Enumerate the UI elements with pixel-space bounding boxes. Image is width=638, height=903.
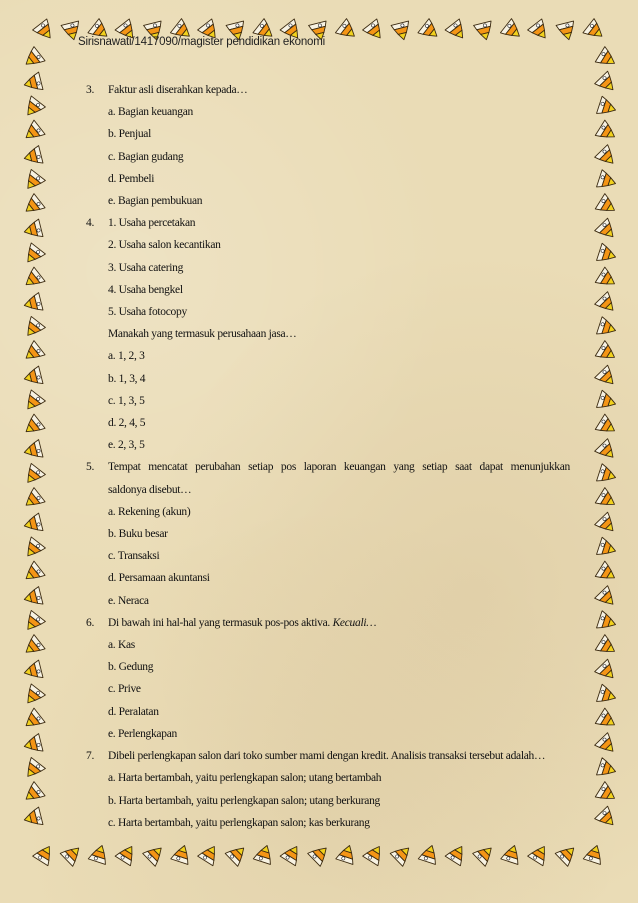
candy-corn-icon bbox=[595, 365, 620, 390]
candy-corn-icon bbox=[21, 267, 45, 292]
candy-corn-icon bbox=[336, 843, 358, 865]
candy-corn-icon bbox=[33, 842, 57, 866]
option-line: 2. Usaha salon kecantikan bbox=[108, 239, 221, 252]
option-line: d. Pembeli bbox=[108, 172, 155, 185]
candy-corn-icon bbox=[21, 488, 45, 513]
option-line: c. Harta bertambah, yaitu perlengkapan salon; kas berkurang bbox=[108, 816, 370, 829]
candy-corn-icon bbox=[595, 488, 619, 512]
candy-corn-icon bbox=[474, 21, 496, 42]
candy-corn-icon bbox=[597, 390, 619, 412]
candy-corn-icon bbox=[597, 317, 619, 339]
option-line: e. 2, 3, 5 bbox=[108, 439, 145, 452]
candy-corn-icon bbox=[21, 96, 46, 120]
candy-corn-icon bbox=[473, 842, 498, 867]
option-line: a. Kas bbox=[108, 639, 135, 652]
candy-corn-icon bbox=[335, 19, 359, 44]
option-line: a. Bagian keuangan bbox=[108, 106, 193, 119]
candy-corn-icon bbox=[583, 19, 607, 44]
candy-corn-icon bbox=[595, 218, 620, 243]
candy-corn-icon bbox=[21, 635, 45, 660]
candy-corn-icon bbox=[391, 21, 413, 42]
candy-corn-icon bbox=[595, 71, 620, 96]
candy-corn-icon bbox=[21, 684, 46, 708]
question-prompt: Manakah yang termasuk perusahaan jasa… bbox=[108, 328, 297, 341]
option-line: 3. Usaha catering bbox=[108, 261, 184, 274]
candy-corn-icon bbox=[583, 843, 605, 865]
option-line: a. Rekening (akun) bbox=[108, 505, 191, 518]
candy-corn-icon bbox=[280, 842, 304, 866]
candy-corn-icon bbox=[143, 842, 168, 867]
question-number: 7. bbox=[86, 750, 95, 763]
candy-corn-icon bbox=[88, 843, 110, 865]
question-text: Faktur asli diserahkan kepada… bbox=[108, 84, 248, 96]
candy-corn-icon bbox=[21, 414, 45, 439]
option-line: e. Perlengkapan bbox=[108, 727, 177, 740]
question-text: Tempat mencatat perubahan setiap pos laporan keuangan yang setiap saat dapat menunjukkan bbox=[108, 461, 570, 474]
candy-corn-icon bbox=[595, 561, 619, 585]
question-text-continued: saldonya disebut… bbox=[108, 483, 192, 496]
question-text: 1. Usaha percetakan bbox=[108, 217, 196, 230]
candy-corn-icon bbox=[60, 842, 85, 867]
option-line: e. Bagian pembukuan bbox=[108, 195, 203, 208]
candy-corn-icon bbox=[22, 440, 43, 462]
candy-corn-icon bbox=[445, 19, 470, 43]
candy-corn-icon bbox=[363, 19, 388, 43]
question-5 bbox=[86, 456, 570, 611]
candy-corn-icon bbox=[22, 219, 43, 241]
candy-corn-icon bbox=[555, 842, 580, 867]
question-6 bbox=[86, 612, 570, 745]
candy-corn-icon bbox=[501, 843, 523, 865]
option-line: b. 1, 3, 4 bbox=[108, 372, 146, 385]
candy-corn-icon bbox=[22, 146, 43, 168]
candy-corn-icon bbox=[595, 806, 620, 831]
question-emphasis: Kecuali… bbox=[332, 616, 377, 629]
question-stem bbox=[86, 79, 570, 101]
candy-corn-icon bbox=[308, 842, 333, 867]
candy-corn-icon bbox=[595, 267, 619, 291]
candy-corn-icon bbox=[595, 659, 620, 684]
question-number: 5. bbox=[86, 461, 95, 474]
option-line: e. Neraca bbox=[108, 594, 149, 607]
candy-corn-icon bbox=[597, 537, 619, 559]
candy-corn-icon bbox=[595, 341, 619, 365]
candy-corn-icon bbox=[21, 561, 45, 586]
candy-corn-icon bbox=[22, 807, 43, 829]
candy-corn-icon bbox=[390, 842, 415, 867]
candy-corn-icon bbox=[22, 734, 43, 756]
candy-corn-icon bbox=[21, 316, 46, 340]
candy-corn-icon bbox=[418, 19, 442, 44]
option-line: b. Harta bertambah, yaitu perlengkapan salon; utang berkurang bbox=[108, 794, 380, 807]
candy-corn-icon bbox=[21, 537, 46, 561]
option-line: b. Penjual bbox=[108, 128, 151, 141]
option-line: d. 2, 4, 5 bbox=[108, 417, 146, 430]
question-stem bbox=[86, 612, 570, 634]
candy-corn-icon bbox=[363, 842, 387, 866]
candy-corn-icon bbox=[22, 72, 43, 94]
candy-corn-icon bbox=[253, 843, 275, 865]
option-line: d. Peralatan bbox=[108, 705, 159, 718]
candy-corn-icon bbox=[21, 708, 45, 733]
question-stem bbox=[86, 212, 570, 234]
option-line: b. Gedung bbox=[108, 661, 154, 674]
candy-corn-icon bbox=[597, 758, 619, 780]
question-stem bbox=[86, 745, 570, 767]
candy-corn-icon bbox=[595, 439, 620, 464]
question-list bbox=[86, 79, 570, 834]
candy-corn-icon bbox=[595, 292, 620, 317]
option-line: c. Prive bbox=[108, 683, 141, 696]
option-line: a. Harta bertambah, yaitu perlengkapan salon; utang bertambah bbox=[108, 772, 382, 785]
candy-corn-icon bbox=[418, 843, 440, 865]
candy-corn-icon bbox=[528, 842, 552, 866]
candy-corn-icon bbox=[21, 47, 45, 72]
option-line: 5. Usaha fotocopy bbox=[108, 306, 187, 319]
candy-corn-icon bbox=[595, 708, 619, 732]
candy-corn-icon bbox=[528, 19, 553, 43]
candy-corn-icon bbox=[597, 243, 619, 265]
candy-corn-icon bbox=[500, 19, 524, 44]
option-line: a. 1, 2, 3 bbox=[108, 350, 145, 363]
candy-corn-icon bbox=[171, 843, 193, 865]
candy-corn-icon bbox=[595, 414, 619, 438]
candy-corn-icon bbox=[21, 390, 46, 414]
candy-corn-icon bbox=[21, 243, 46, 267]
candy-corn-icon bbox=[597, 96, 619, 118]
candy-corn-icon bbox=[595, 47, 619, 71]
candy-corn-icon bbox=[595, 194, 619, 218]
candy-corn-icon bbox=[597, 464, 619, 486]
candy-corn-icon bbox=[22, 587, 43, 609]
candy-corn-icon bbox=[597, 611, 619, 633]
candy-corn-icon bbox=[33, 19, 58, 43]
question-number: 3. bbox=[86, 84, 95, 96]
candy-corn-icon bbox=[556, 21, 578, 42]
question-7 bbox=[86, 745, 570, 834]
candy-corn-icon bbox=[21, 169, 46, 193]
page-header: Sirisnawati/1417090/magister pendidikan ekonomi bbox=[78, 36, 325, 48]
question-3 bbox=[86, 79, 570, 212]
option-line: d. Persamaan akuntansi bbox=[108, 572, 210, 585]
option-line: 4. Usaha bengkel bbox=[108, 283, 183, 296]
candy-corn-icon bbox=[22, 366, 43, 388]
candy-corn-icon bbox=[21, 194, 45, 219]
candy-corn-icon bbox=[595, 512, 620, 537]
question-text: Dibeli perlengkapan salon dari toko sumber mami dengan kredit. Analisis transaksi tersebut adalah… bbox=[108, 750, 546, 763]
candy-corn-icon bbox=[597, 170, 619, 192]
option-line: b. Buku besar bbox=[108, 528, 168, 541]
candy-corn-icon bbox=[198, 842, 222, 866]
candy-corn-icon bbox=[445, 842, 469, 866]
candy-corn-icon bbox=[595, 782, 619, 806]
candy-corn-icon bbox=[595, 145, 620, 170]
candy-corn-icon bbox=[595, 120, 619, 144]
question-4 bbox=[86, 212, 570, 456]
option-line: c. Bagian gudang bbox=[108, 150, 184, 163]
candy-corn-icon bbox=[21, 782, 45, 807]
question-number: 4. bbox=[86, 217, 95, 230]
candy-corn-icon bbox=[597, 684, 619, 706]
candy-corn-icon bbox=[595, 635, 619, 659]
candy-corn-icon bbox=[595, 586, 620, 611]
question-number: 6. bbox=[86, 616, 95, 629]
question-stem bbox=[86, 456, 570, 478]
candy-corn-icon bbox=[21, 341, 45, 366]
candy-corn-icon bbox=[21, 120, 45, 145]
candy-corn-icon bbox=[595, 733, 620, 758]
candy-corn-icon bbox=[225, 842, 250, 867]
candy-corn-icon bbox=[22, 513, 43, 535]
option-line: c. Transaksi bbox=[108, 550, 160, 563]
candy-corn-icon bbox=[21, 757, 46, 781]
candy-corn-icon bbox=[22, 660, 43, 682]
candy-corn-icon bbox=[21, 463, 46, 487]
candy-corn-icon bbox=[21, 610, 46, 634]
candy-corn-icon bbox=[115, 842, 139, 866]
question-text: Di bawah ini hal-hal yang termasuk pos-pos aktiva. bbox=[108, 616, 330, 629]
option-line: c. 1, 3, 5 bbox=[108, 394, 145, 407]
candy-corn-icon bbox=[22, 293, 43, 315]
